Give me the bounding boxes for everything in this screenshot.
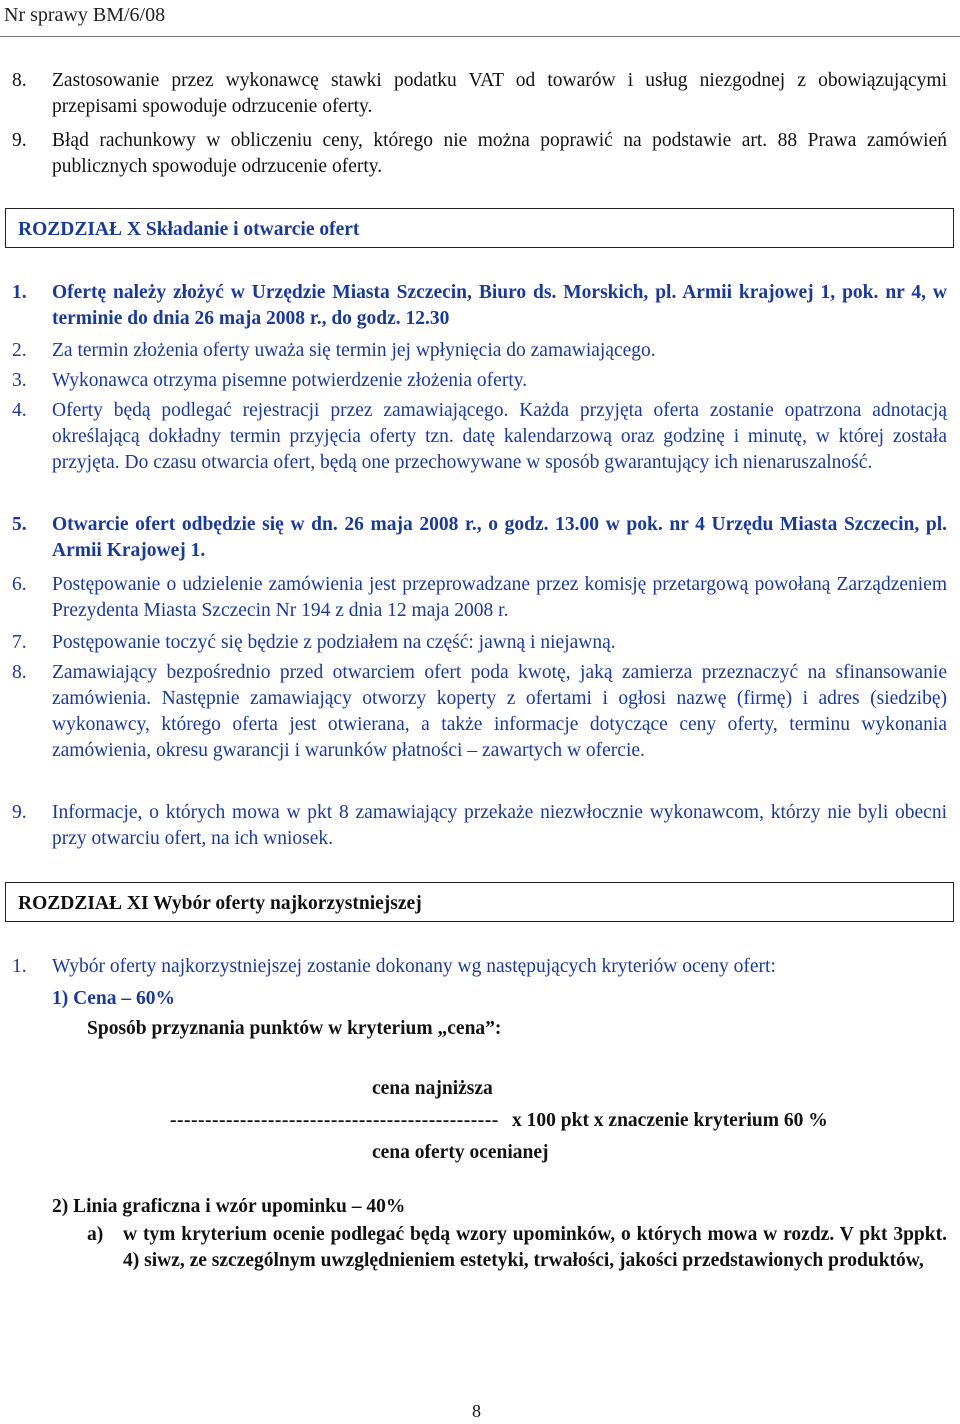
item-number: 5. (12, 514, 27, 535)
list-item (12, 572, 947, 624)
item-number: 7. (12, 632, 27, 653)
item-number: 1. (12, 956, 27, 977)
item-number: 9. (12, 130, 27, 151)
list-item (12, 630, 947, 656)
list-item (12, 660, 947, 764)
item-text: w tym kryterium ocenie podlegać będą wzory upominków, o których mowa w rozdz. V pkt 3ppkt. 4) siwz, ze szczególnym uwzględnieniem estetyki, trwałości, jakości przedstawionych produktów, (123, 1224, 947, 1271)
list-item (12, 338, 947, 364)
list-item (12, 280, 947, 332)
list-item (12, 128, 947, 180)
criterion-design-label: 2) Linia graficzna i wzór upominku – 40% (52, 1196, 406, 1217)
item-text: Wybór oferty najkorzystniejszej zostanie dokonany wg następujących kryteriów oceny ofert: (52, 956, 776, 977)
page-number: 8 (472, 1401, 481, 1421)
formula-denominator: cena oferty ocenianej (372, 1142, 549, 1163)
item-number: 3. (12, 370, 27, 391)
item-number: 1. (12, 282, 27, 303)
list-item (12, 368, 947, 394)
item-text: Otwarcie ofert odbędzie się w dn. 26 maja 2008 r., o godz. 13.00 w pok. nr 4 Urzędu Miasta Szczecin, pl. Armii Krajowej 1. (52, 514, 947, 561)
criterion-price-label: 1) Cena – 60% (52, 988, 175, 1009)
item-text: Postępowanie toczyć się będzie z podziałem na część: jawną i niejawną. (52, 632, 616, 653)
criterion-price-method: Sposób przyznania punktów w kryterium „cena”: (87, 1018, 502, 1039)
item-text: Wykonawca otrzyma pisemne potwierdzenie złożenia oferty. (52, 370, 528, 391)
item-number: 8. (12, 70, 27, 91)
formula-fraction-line: ----------------------------------------------- (170, 1110, 499, 1131)
list-item (12, 398, 947, 476)
section-heading-box (5, 882, 954, 922)
item-number: a) (87, 1224, 104, 1245)
item-number: 9. (12, 802, 27, 823)
item-text: Oferty będą podlegać rejestracji przez zamawiającego. Każda przyjęta oferta zostanie opatrzona adnotacją określającą dokładny termin przyjęcia oferty tzn. datę kalendarzową oraz godzinę i minutę, w której została przyjęta. Do czasu otwarcia ofert, będą one przechowywane w sposób gwarantujący ich nienaruszalność. (52, 400, 947, 473)
item-number: 2. (12, 340, 27, 361)
document-reference: Nr sprawy BM/6/08 (4, 4, 166, 26)
item-number: 8. (12, 662, 27, 683)
section-heading-box (5, 208, 954, 248)
item-text: Informacje, o których mowa w pkt 8 zamawiający przekaże niezwłocznie wykonawcom, którzy nie byli obecni przy otwarciu ofert, na ich wniosek. (52, 802, 947, 849)
section-title: ROZDZIAŁ X Składanie i otwarcie ofert (18, 219, 360, 240)
formula-multiplier: x 100 pkt x znaczenie kryterium 60 % (512, 1110, 828, 1131)
item-text: Za termin złożenia oferty uważa się termin jej wpłynięcia do zamawiającego. (52, 340, 656, 361)
formula-numerator: cena najniższa (372, 1078, 493, 1099)
item-text: Zamawiający bezpośrednio przed otwarciem ofert poda kwotę, jaką zamierza przeznaczyć na sfinansowanie zamówienia. Następnie zamawiający otworzy koperty z ofertami i ogłosi nazwę (firmę) i adres (siedzibę) wykonawcy, którego oferta jest otwierana, a także informacje dotyczące ceny oferty, terminu wykonania zamówienia, okresu gwarancji i warunków płatności – zawartych w ofercie. (52, 662, 947, 761)
list-item (12, 512, 947, 564)
item-number: 6. (12, 574, 27, 595)
section-title: ROZDZIAŁ XI Wybór oferty najkorzystniejszej (18, 893, 422, 914)
item-text: Postępowanie o udzielenie zamówienia jest przeprowadzane przez komisję przetargową powołaną Zarządzeniem Prezydenta Miasta Szczecin Nr 194 z dnia 12 maja 2008 r. (52, 574, 947, 621)
list-item (12, 800, 947, 852)
list-item (12, 68, 947, 120)
item-number: 4. (12, 400, 27, 421)
list-item (87, 1222, 947, 1274)
list-item (12, 954, 947, 980)
item-text: Zastosowanie przez wykonawcę stawki podatku VAT od towarów i usług niezgodnej z obowiązującymi przepisami spowoduje odrzucenie oferty. (52, 70, 947, 117)
item-text: Błąd rachunkowy w obliczeniu ceny, którego nie można poprawić na podstawie art. 88 Prawa zamówień publicznych spowoduje odrzucenie oferty. (52, 130, 947, 177)
item-text: Ofertę należy złożyć w Urzędzie Miasta Szczecin, Biuro ds. Morskich, pl. Armii krajowej 1, pok. nr 4, w terminie do dnia 26 maja 2008 r., do godz. 12.30 (52, 282, 947, 329)
